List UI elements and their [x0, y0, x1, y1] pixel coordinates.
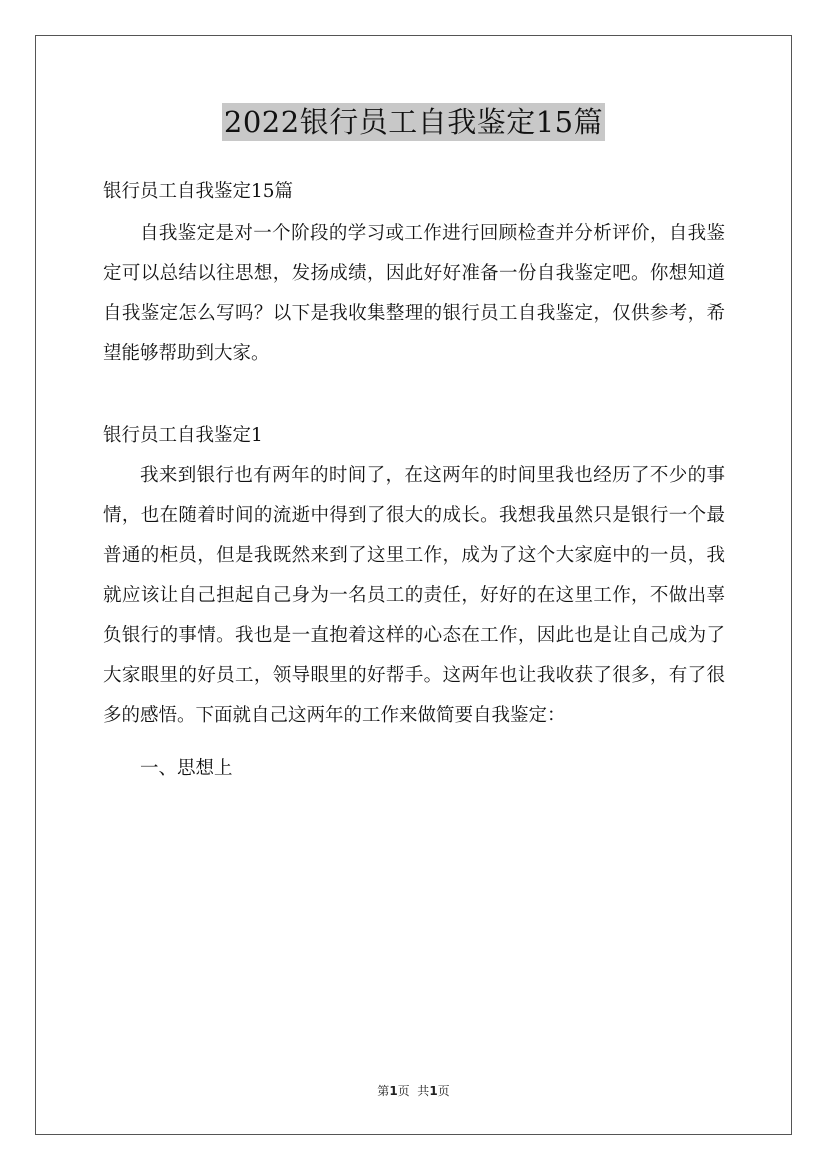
footer-mid: 页 共: [397, 1084, 430, 1098]
footer-suffix: 页: [437, 1084, 450, 1098]
section-paragraph: 我来到银行也有两年的时间了，在这两年的时间里我也经历了不少的事情，也在随着时间的流逝中得到了很大的成长。我想我虽然只是银行一个最普通的柜员，但是我既然来到了这里工作，成为了这个大家庭中的一员，我就应该让自己担起自己身为一名员工的责任，好好的在这里工作，不做出辜负银行的事情。我也是一直抱着这样的心态在工作，因此也是让自己成为了大家眼里的好员工，领导眼里的好帮手。这两年也让我收获了很多，有了很多的感悟。下面就自己这两年的工作来做简要自我鉴定：: [103, 465, 725, 726]
section-heading: 银行员工自我鉴定1: [103, 425, 263, 446]
footer-current-page: 1: [389, 1084, 398, 1098]
subheading: 一、思想上: [140, 758, 233, 779]
document-body: [103, 172, 725, 789]
document-title: 2022银行员工自我鉴定15篇: [223, 105, 604, 139]
page-footer: [0, 1082, 827, 1099]
document-subtitle: 银行员工自我鉴定15篇: [103, 181, 294, 202]
footer-prefix: 第: [377, 1084, 390, 1098]
footer-total-pages: 1: [429, 1084, 438, 1098]
intro-paragraph: 自我鉴定是对一个阶段的学习或工作进行回顾检查并分析评价，自我鉴定可以总结以往思想，发扬成绩，因此好好准备一份自我鉴定吧。你想知道自我鉴定怎么写吗？以下是我收集整理的银行员工自我鉴定，仅供参考，希望能够帮助到大家。: [103, 223, 725, 364]
title-wrap: [0, 103, 827, 141]
